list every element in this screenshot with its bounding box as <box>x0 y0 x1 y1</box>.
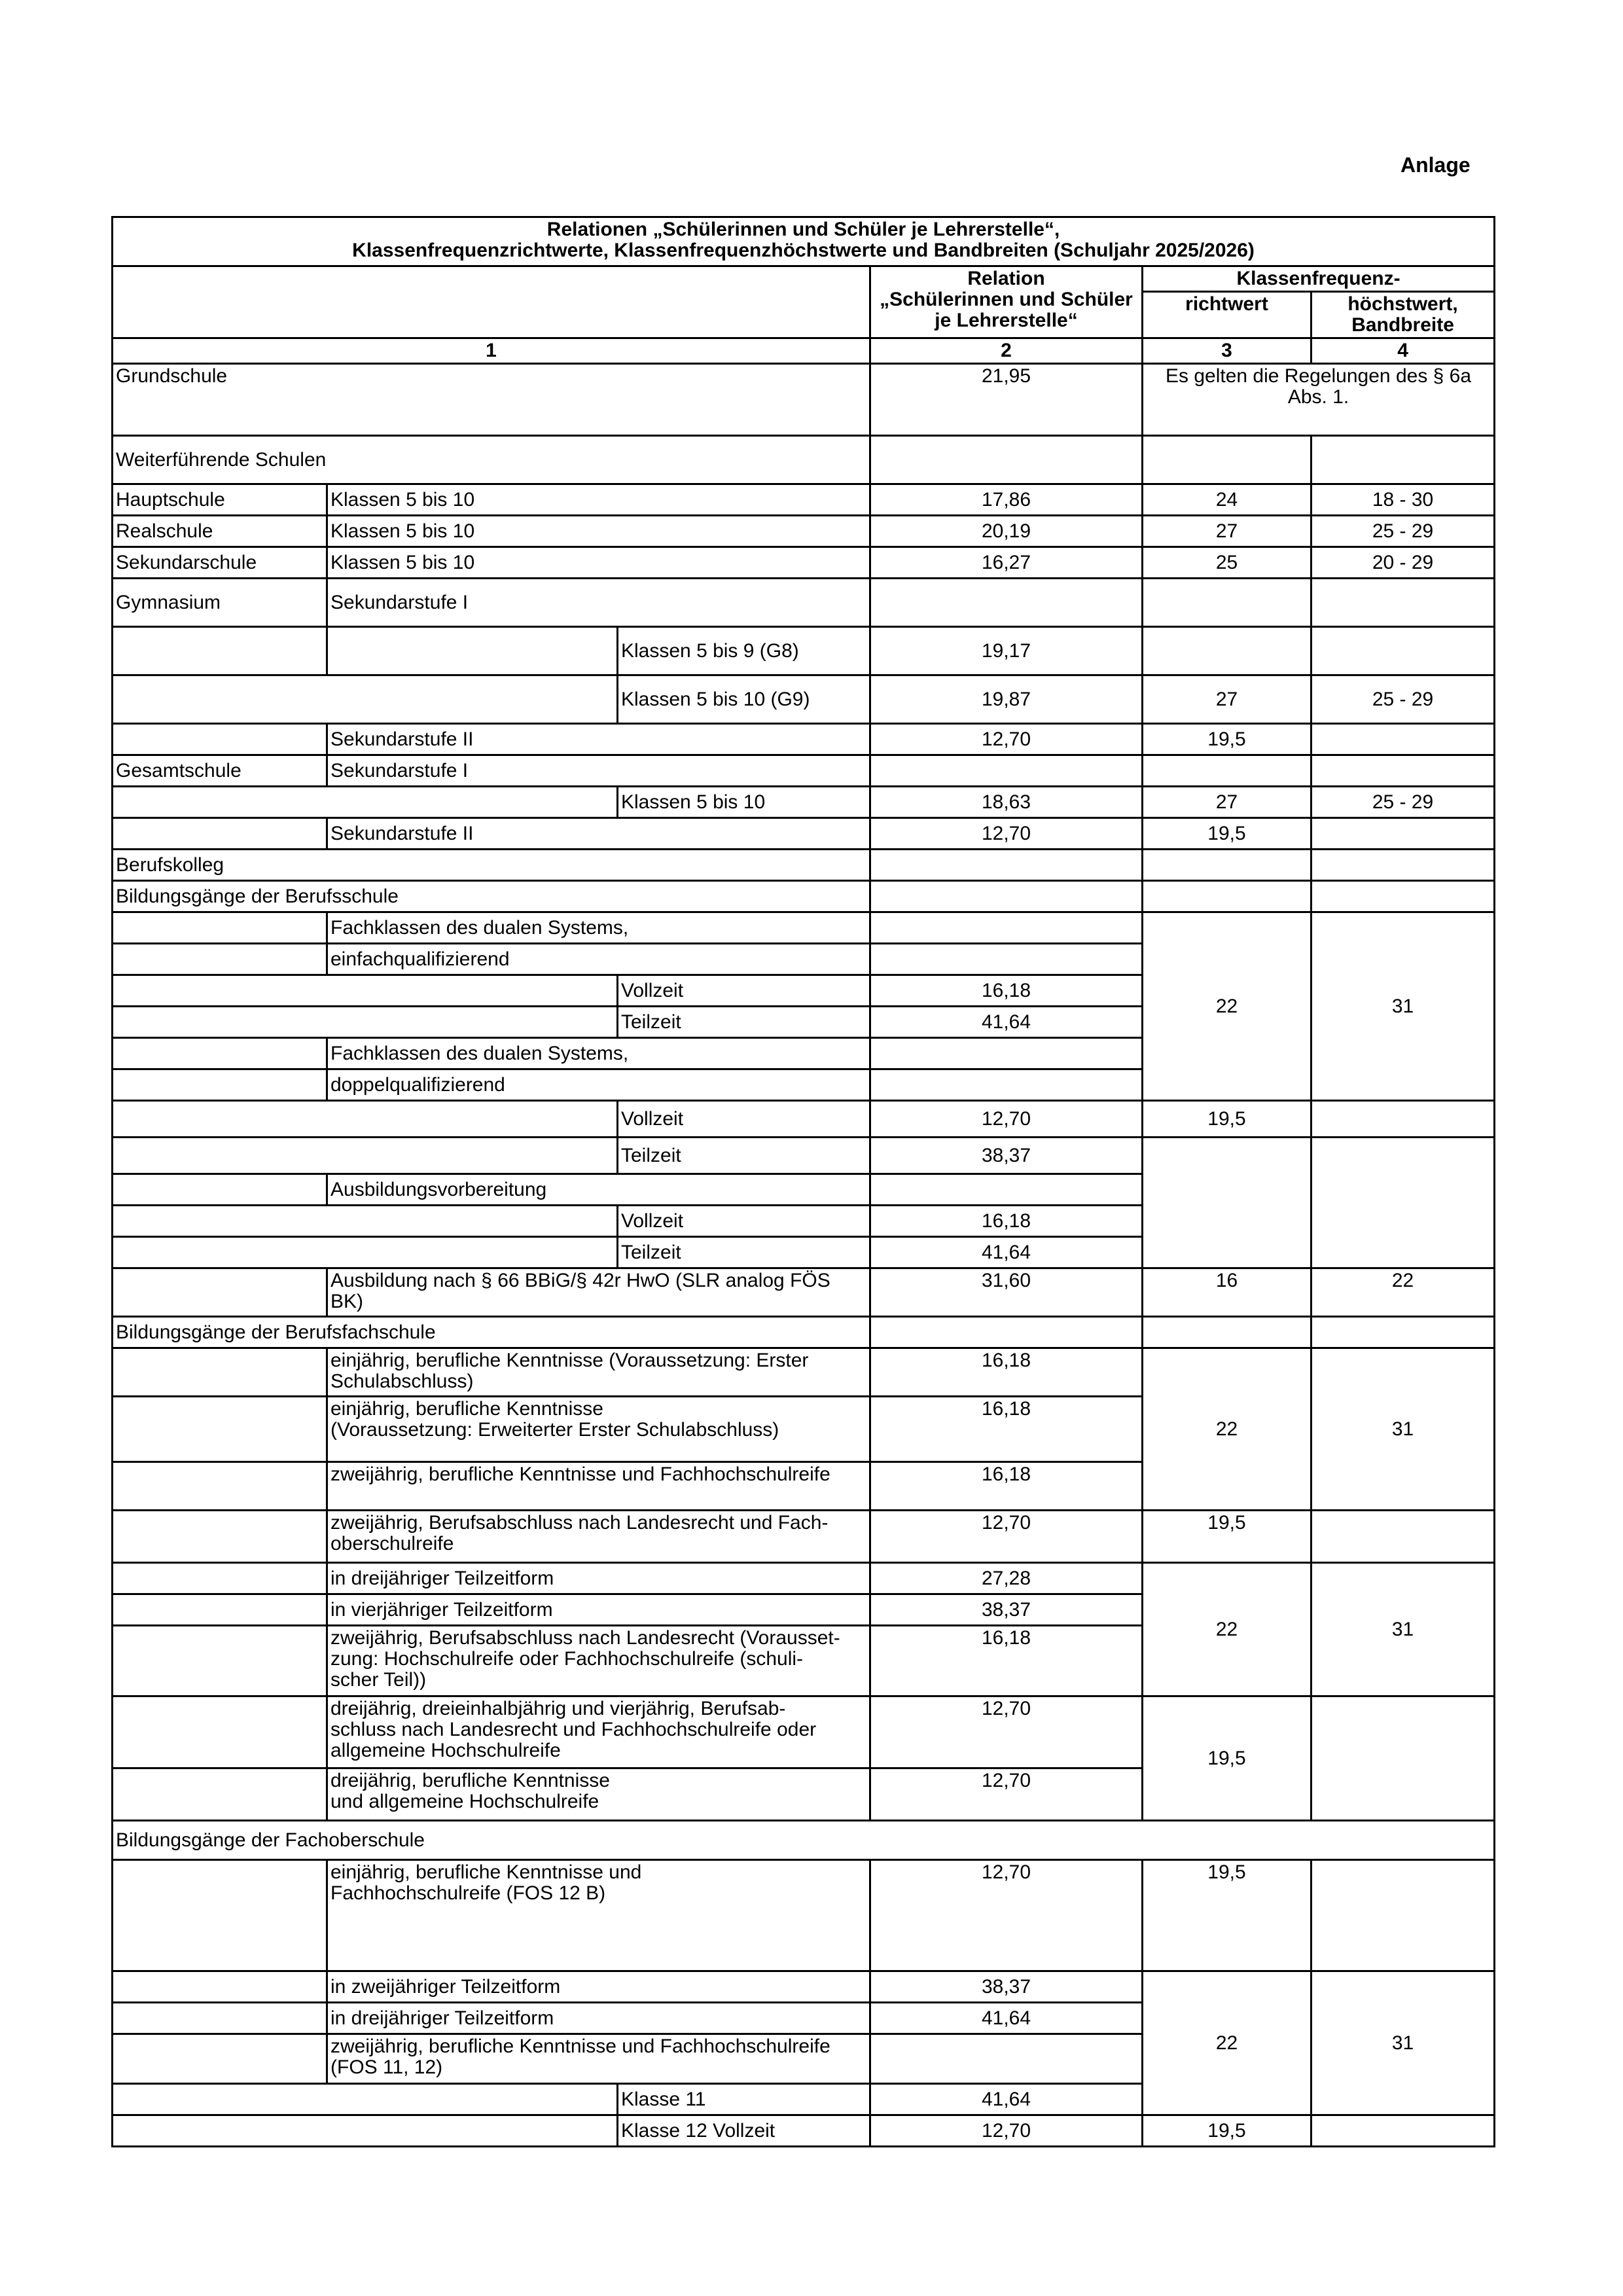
richtwert-header: richtwert <box>1143 292 1311 338</box>
table-row: einjährig, berufliche Kenntnisse (Voraussetzung: Erweiterter Erster Schulabschluss) 16,18 <box>113 1397 1495 1462</box>
table-row: Bildungsgänge der Fachoberschule <box>113 1821 1495 1860</box>
table-title-line1: Relationen „Schülerinnen und Schüler je Lehrerstelle“, <box>546 219 1060 240</box>
table-row: dreijährig, dreieinhalbjährig und vierjährig, Berufsab- schluss nach Landesrecht und Fachhochschulreife oder allgemeine Hochschulreife 12,70 19,5 <box>113 1696 1495 1768</box>
table-row: Fachklassen des dualen Systems, 22 31 <box>113 912 1495 944</box>
table-row: Klasse 11 41,64 <box>113 2084 1495 2115</box>
table-row: Ausbildung nach § 66 BBiG/§ 42r HwO (SLR analog FÖS BK) 31,60 16 22 <box>113 1268 1495 1317</box>
table-row: einjährig, berufliche Kenntnisse (Voraussetzung: Erster Schulabschluss) 16,18 22 31 <box>113 1348 1495 1397</box>
table-row: zweijährig, Berufsabschluss nach Landesrecht und Fach- oberschulreife 12,70 19,5 <box>113 1511 1495 1563</box>
table-row: Bildungsgänge der Berufsfachschule <box>113 1317 1495 1348</box>
table-title-line2: Klassenfrequenzrichtwerte, Klassenfrequenzhöchstwerte und Bandbreiten (Schuljahr 2025/2026) <box>352 240 1255 261</box>
table-row: Klassen 5 bis 10 (G9) 19,87 27 25 - 29 <box>113 675 1495 724</box>
table-row: einjährig, berufliche Kenntnisse und Fachhochschulreife (FOS 12 B) 12,70 19,5 <box>113 1860 1495 1971</box>
table-row: Sekundarstufe II 12,70 19,5 <box>113 818 1495 850</box>
table-row: Vollzeit 16,18 <box>113 975 1495 1007</box>
table-row: Realschule Klassen 5 bis 10 20,19 27 25 - 29 <box>113 516 1495 547</box>
hoechstwert-header: höchstwert, Bandbreite <box>1311 292 1495 338</box>
table-row: Berufskolleg <box>113 850 1495 881</box>
table-row: zweijährig, Berufsabschluss nach Landesrecht (Vorausset- zung: Hochschulreife oder Fachhochschulreife (schuli- scher Teil)) 16,18 <box>113 1626 1495 1696</box>
table-row: Teilzeit 38,37 <box>113 1138 1495 1174</box>
table-row: doppelqualifizierend <box>113 1069 1495 1101</box>
table-row: Klasse 12 Vollzeit 12,70 19,5 <box>113 2115 1495 2147</box>
table-row: Gesamtschule Sekundarstufe I <box>113 755 1495 787</box>
table-row: einfachqualifizierend <box>113 944 1495 975</box>
table-row: Fachklassen des dualen Systems, <box>113 1038 1495 1069</box>
klassenfrequenz-header: Klassenfrequenz- <box>1143 266 1495 292</box>
table-row: in dreijähriger Teilzeitform 41,64 <box>113 2003 1495 2034</box>
header-row <box>113 266 1495 292</box>
table-row: Teilzeit 41,64 <box>113 1007 1495 1038</box>
table-row: Klassen 5 bis 9 (G8) 19,17 <box>113 627 1495 675</box>
table-row: Ausbildungsvorbereitung <box>113 1174 1495 1206</box>
relation-header: Relation „Schülerinnen und Schüler je Lehrerstelle“ <box>870 266 1143 338</box>
table-row: zweijährig, berufliche Kenntnisse und Fachhochschulreife 16,18 <box>113 1462 1495 1511</box>
table-row: in dreijähriger Teilzeitform 27,28 22 31 <box>113 1563 1495 1594</box>
table-row: Sekundarstufe II 12,70 19,5 <box>113 724 1495 755</box>
table-title-row <box>113 217 1495 266</box>
table-row: Sekundarschule Klassen 5 bis 10 16,27 25 20 - 29 <box>113 547 1495 579</box>
table-row: Vollzeit 12,70 19,5 <box>113 1101 1495 1138</box>
table-row: in zweijähriger Teilzeitform 38,37 22 31 <box>113 1971 1495 2003</box>
table-row: Bildungsgänge der Berufsschule <box>113 881 1495 912</box>
table-row: zweijährig, berufliche Kenntnisse und Fachhochschulreife (FOS 11, 12) <box>113 2034 1495 2084</box>
table-row: Vollzeit 16,18 <box>113 1206 1495 1237</box>
table-row: in vierjähriger Teilzeitform 38,37 <box>113 1594 1495 1626</box>
table-row: dreijährig, berufliche Kenntnisse und allgemeine Hochschulreife 12,70 <box>113 1768 1495 1821</box>
column-number-row: 1 2 3 4 <box>113 338 1495 364</box>
annex-label: Anlage <box>1400 153 1471 177</box>
table-row: Teilzeit 41,64 <box>113 1237 1495 1268</box>
table-row: Klassen 5 bis 10 18,63 27 25 - 29 <box>113 787 1495 818</box>
table-row: Gymnasium Sekundarstufe I <box>113 579 1495 627</box>
table-row: Grundschule 21,95 Es gelten die Regelungen des § 6a Abs. 1. <box>113 364 1495 436</box>
relations-table <box>111 216 1495 2147</box>
table-row: Hauptschule Klassen 5 bis 10 17,86 24 18 - 30 <box>113 484 1495 516</box>
table-row: Weiterführende Schulen <box>113 436 1495 484</box>
